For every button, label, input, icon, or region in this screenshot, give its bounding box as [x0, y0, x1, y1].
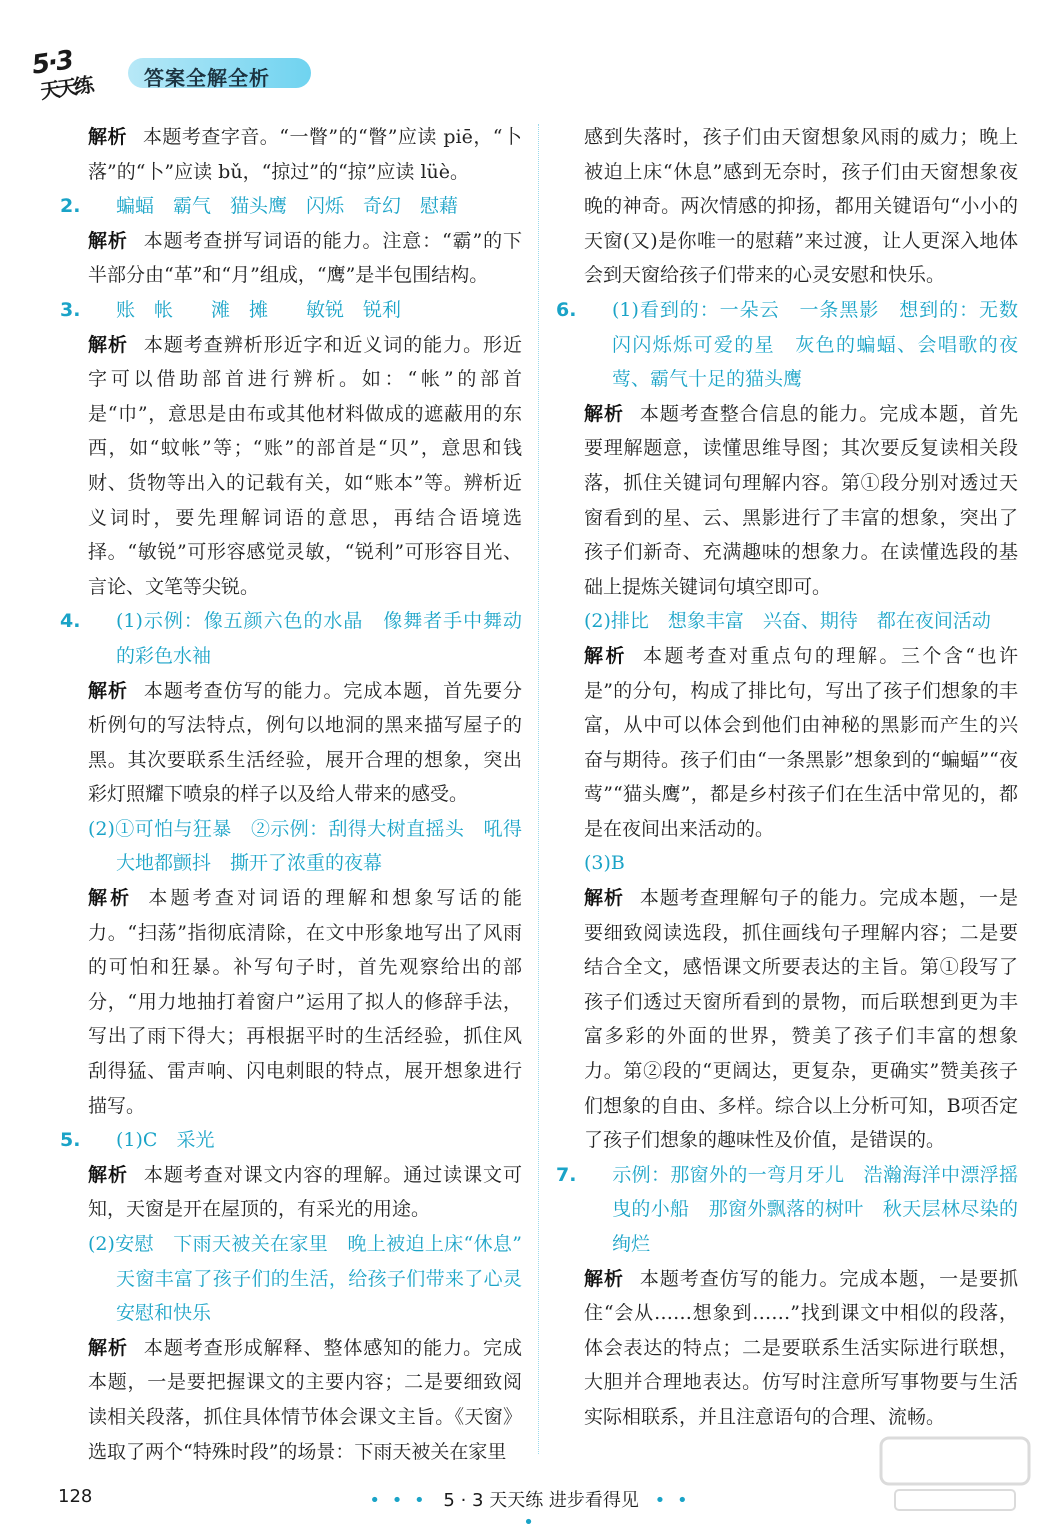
explanation-paragraph — [60, 1158, 522, 1227]
answer-text: (1)示例：像五颜六色的水晶 像舞者手中舞动的彩色水袖 — [116, 610, 522, 667]
question-number: 6. — [556, 298, 577, 321]
right-column — [556, 120, 1018, 1435]
footer-slogan — [360, 1486, 700, 1533]
explanation-paragraph — [556, 1262, 1018, 1435]
explanation-text: 本题考查仿写的能力。完成本题，一是要抓住“会从……想象到……”找到课文中相似的段落，体会表达的特点；二是要联系生活实际进行联想，大胆并合理地表达。仿写时注意所写事物要与生活实际相联系，并且注意语句的合理、流畅。 — [584, 1267, 1018, 1428]
explanation-text: 本题考查形成解释、整体感知的能力。完成本题，一是要把握课文的主要内容；二是要细致阅读相关段落，抓住具体情节体会课文主旨。《天窗》选取了两个“特殊时段”的场景：下雨天被关在家里 — [88, 1336, 522, 1463]
sub-answer-text: (2)排比 想象丰富 兴奋、期待 都在夜间活动 — [584, 610, 991, 633]
footer-slogan-text: 5 · 3 天天练 进步看得见 — [443, 1490, 639, 1511]
sub-answer — [60, 812, 522, 881]
question-number: 4. — [60, 610, 81, 633]
explanation-label: 解析 — [584, 402, 624, 425]
explanation-paragraph — [60, 1331, 522, 1469]
answer-text: 示例：那窗外的一弯月牙儿 浩瀚海洋中漂浮摇曳的小船 那窗外飘落的树叶 秋天层林尽染的绚烂 — [612, 1163, 1018, 1255]
sub-answer-text: (2)安慰 下雨天被关在家里 晚上被迫上床“休息” 天窗丰富了孩子们的生活，给孩子们带来了心灵安慰和快乐 — [88, 1233, 542, 1325]
question-number: 3. — [60, 298, 81, 321]
explanation-paragraph — [60, 224, 522, 293]
question-number: 2. — [60, 195, 81, 218]
explanation-label: 解析 — [88, 1336, 128, 1359]
explanation-text: 本题考查辨析形近字和近义词的能力。形近字可以借助部首进行辨析。如：“帐”的部首是“巾”，意思是由布或其他材料做成的遮蔽用的东西，如“蚊帐”等；“账”的部首是“贝”，意思和钱财、货物等出入的记载有关，如“账本”等。辨析近义词时，要先理解词语的意思，再结合语境选择。“敏锐”可形容感觉灵敏，“锐利”可形容目光、言论、文笔等尖锐。 — [88, 333, 522, 598]
explanation-label: 解析 — [88, 126, 127, 148]
explanation-label: 解析 — [584, 1267, 624, 1290]
explanation-text: 本题考查对课文内容的理解。通过读课文可知，天窗是开在屋顶的，有采光的用途。 — [88, 1163, 522, 1221]
explanation-paragraph — [60, 328, 522, 605]
explanation-text: 本题考查仿写的能力。完成本题，首先要分析例句的写法特点，例句以地洞的黑来描写屋子的黑。其次要联系生活经验，展开合理的想象，突出彩灯照耀下喷泉的样子以及给人带来的感受。 — [88, 679, 522, 806]
footer-dots-left: • • • — [369, 1490, 428, 1511]
page-number: 128 — [58, 1486, 93, 1507]
explanation-text: 本题考查拼写词语的能力。注意：“霸”的下半部分由“革”和“月”组成，“鹰”是半包围结构。 — [88, 229, 522, 287]
explanation-paragraph — [60, 120, 522, 189]
footer-dots-right: • • • — [523, 1490, 691, 1533]
explanation-label: 解析 — [88, 679, 128, 702]
explanation-label: 解析 — [584, 887, 624, 910]
brand-logo: 5·3 天天练 — [30, 45, 93, 104]
explanation-label: 解析 — [88, 1163, 128, 1186]
continued-text: 感到失落时，孩子们由天窗想象风雨的威力；晚上被迫上床“休息”感到无奈时，孩子们由天窗想象夜晚的神奇。两次情感的抑扬，都用关键语句“小小的天窗(又)是你唯一的慰藉”来过渡，让人更深入地体会到天窗给孩子们带来的心灵安慰和快乐。 — [584, 126, 1018, 287]
sub-answer — [556, 604, 1018, 639]
sub-answer — [556, 846, 1018, 881]
section-title-pill — [128, 58, 311, 88]
explanation-label: 解析 — [88, 229, 128, 252]
explanation-text: 本题考查字音。“一瞥”的“瞥”应读 piē，“卜落”的“卜”应读 bǔ，“掠过”的“掠”应读 lüè。 — [88, 126, 522, 183]
continued-paragraph — [556, 120, 1018, 293]
section-title: 答案全解全析 — [144, 66, 270, 90]
answer-item — [556, 1158, 1018, 1262]
explanation-text: 本题考查对重点句的理解。三个含“也许是”的分句，构成了排比句，写出了孩子们想象的丰富，从中可以体会到他们由神秘的黑影而产生的兴奋与期待。孩子们由“一条黑影”想象到的“蝙蝠”“夜莺”“猫头鹰”，都是乡村孩子们在生活中常见的，都是在夜间出来活动的。 — [584, 644, 1018, 840]
explanation-paragraph — [60, 881, 522, 1123]
explanation-paragraph — [60, 674, 522, 812]
answer-text: (1)看到的：一朵云 一条黑影 想到的：无数闪闪烁烁可爱的星 灰色的蝙蝠、会唱歌的夜莺、霸气十足的猫头鹰 — [612, 298, 1018, 391]
explanation-paragraph — [556, 639, 1018, 847]
sub-answer-text: (2)①可怕与狂暴 ②示例：刮得大树直摇头 吼得大地都颤抖 撕开了浓重的夜幕 — [88, 817, 522, 875]
answer-item — [60, 189, 522, 224]
explanation-text: 本题考查理解句子的能力。完成本题，一是要细致阅读选段，抓住画线句子理解内容；二是要结合全文，感悟课文所要表达的主旨。第①段写了孩子们透过天窗所看到的景物，而后联想到更为丰富多彩的外面的世界，赞美了孩子们丰富的想象力。第②段的“更阔达，更复杂，更确实”赞美孩子们想象的自由、多样。综合以上分析可知，B项否定了孩子们想象的趣味性及价值，是错误的。 — [584, 887, 1018, 1152]
answer-item — [556, 293, 1018, 397]
sub-answer-text: (3)B — [584, 852, 625, 875]
explanation-label: 解析 — [88, 887, 133, 910]
explanation-paragraph — [556, 397, 1018, 605]
explanation-label: 解析 — [88, 333, 128, 356]
answer-text: 蝙蝠 霸气 猫头鹰 闪烁 奇幻 慰藉 — [116, 195, 459, 218]
answer-item — [60, 604, 522, 673]
explanation-label: 解析 — [584, 644, 627, 667]
question-number: 5. — [60, 1129, 81, 1152]
column-divider — [538, 124, 539, 1454]
explanation-text: 本题考查整合信息的能力。完成本题，首先要理解题意，读懂思维导图；其次要反复读相关段落，抓住关键词句理解内容。第①段分别对透过天窗看到的星、云、黑影进行了丰富的想象，突出了孩子们新奇、充满趣味的想象力。在读懂选段的基础上提炼关键词句填空即可。 — [584, 402, 1018, 598]
question-number: 7. — [556, 1163, 577, 1186]
left-column — [60, 120, 542, 1469]
answer-item — [60, 293, 522, 328]
answer-text: 账 帐 滩 摊 敏锐 锐利 — [116, 298, 402, 321]
answer-text: (1)C 采光 — [116, 1129, 215, 1152]
answer-item — [60, 1123, 522, 1158]
watermark-logo — [875, 1428, 1035, 1518]
explanation-paragraph — [556, 881, 1018, 1158]
explanation-text: 本题考查对词语的理解和想象写话的能力。“扫荡”指彻底清除，在文中形象地写出了风雨的可怕和狂暴。补写句子时，首先观察给出的部分，“用力地抽打着窗户”运用了拟人的修辞手法，写出了雨下得大；再根据平时的生活经验，抓住风刮得猛、雷声响、闪电刺眼的特点，展开想象进行描写。 — [88, 887, 522, 1117]
sub-answer — [60, 1227, 542, 1331]
